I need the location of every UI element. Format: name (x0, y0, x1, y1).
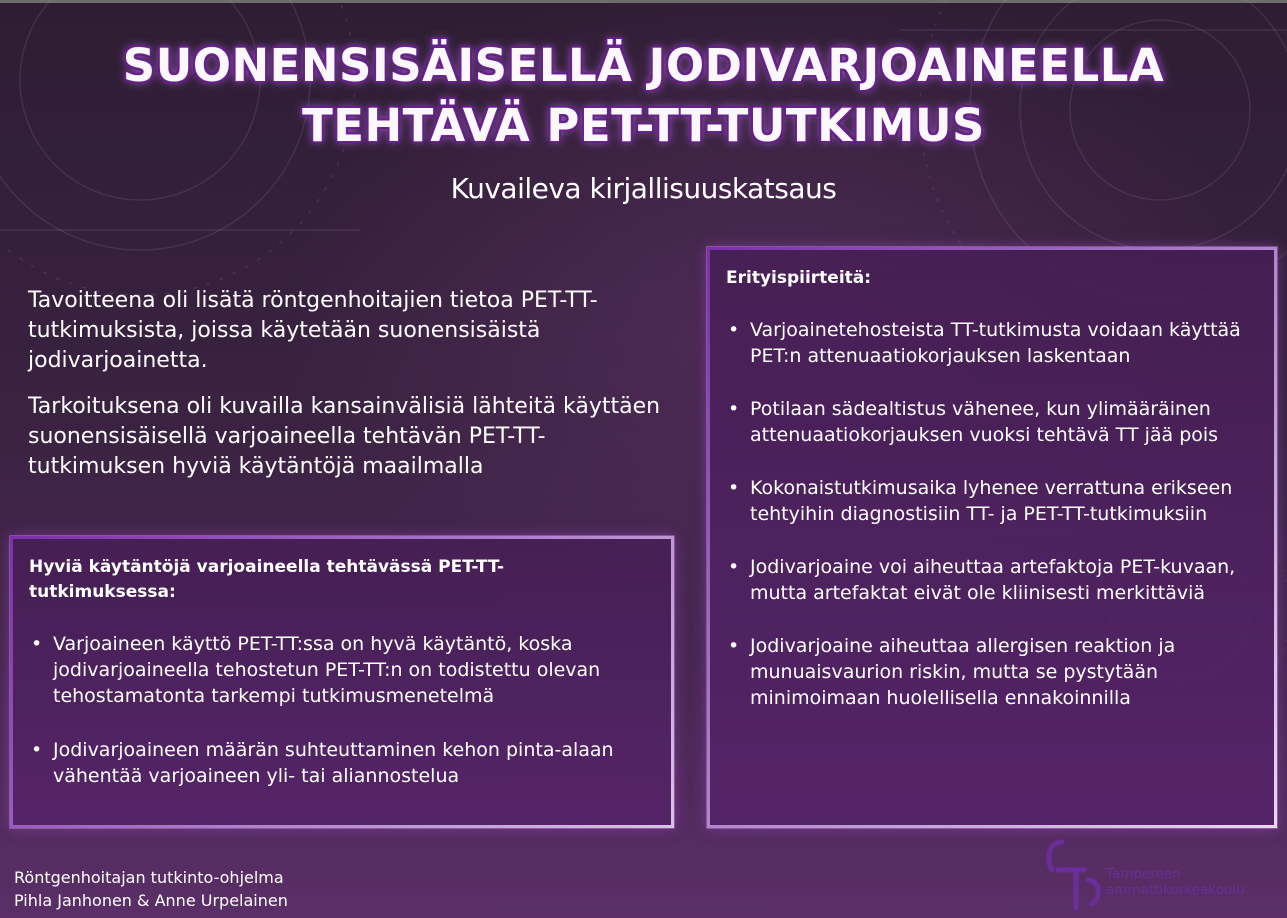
list-item: • Potilaan sädealtistus vähenee, kun ylimääräinen attenuaatiokorjauksen vuoksi tehtävä TT jää pois (726, 396, 1271, 448)
footer-authors: Pihla Janhonen & Anne Urpelainen (14, 891, 288, 910)
list-item: • Kokonaistutkimusaika lyhenee verrattuna erikseen tehtyihin diagnostisiin TT- ja PET-TT-tutkimuksiin (726, 475, 1271, 527)
good-practices-heading: Hyviä käytäntöjä varjoaineella tehtävässä PET-TT-tutkimuksessa: (29, 557, 505, 602)
title-line-2: TEHTÄVÄ PET-TT-TUTKIMUS (302, 99, 985, 152)
good-practices-box (10, 536, 674, 828)
special-features-box (707, 247, 1277, 828)
special-features-list (726, 317, 1271, 738)
footer-credits (14, 866, 288, 912)
logo-wordmark (1106, 866, 1245, 898)
logo-line-1: Tampereen (1106, 866, 1181, 882)
special-features-heading: Erityispiirteitä: (726, 268, 872, 288)
list-item: • Varjoaineen käyttö PET-TT:ssa on hyvä käytäntö, koska jodivarjoaineella tehostetun PET-TT:n on todistettu olevan tehostamatonta tarkempi tutkimusmenetelmä (29, 631, 659, 709)
intro-paragraph-aim: Tavoitteena oli lisätä röntgenhoitajien tietoa PET-TT-tutkimuksista, joissa käytetään suonensisäistä jodivarjoainetta. (28, 288, 598, 373)
page-subtitle: Kuvaileva kirjallisuuskatsaus (450, 172, 837, 205)
intro-section (28, 286, 678, 498)
title-line-1: SUONENSISÄISELLÄ JODIVARJOAINEELLA (122, 39, 1165, 92)
list-item: • Jodivarjoaine voi aiheuttaa artefaktoja PET-kuvaan, mutta artefaktat eivät ole kliinisesti merkittäviä (726, 554, 1271, 606)
page-title (0, 36, 1287, 156)
good-practices-list (29, 631, 659, 817)
intro-paragraph-purpose: Tarkoituksena oli kuvailla kansainvälisiä lähteitä käyttäen suonensisäisellä varjoaineella tehtävän PET-TT-tutkimuksen hyviä käytäntöjä maailmalla (28, 394, 661, 479)
list-item: • Jodivarjoaine aiheuttaa allergisen reaktion ja munuaisvaurion riskin, mutta se pystytään minimoimaan huolellisella ennakoinnilla (726, 633, 1271, 711)
footer-program: Röntgenhoitajan tutkinto-ohjelma (14, 868, 284, 887)
list-item: • Jodivarjoaineen määrän suhteuttaminen kehon pinta-alaan vähentää varjoaineen yli- tai aliannostelua (29, 737, 659, 789)
list-item: • Varjoainetehosteista TT-tutkimusta voidaan käyttää PET:n attenuaatiokorjauksen laskentaan (726, 317, 1271, 369)
logo-line-2: ammattikorkeakoulu (1106, 882, 1245, 898)
